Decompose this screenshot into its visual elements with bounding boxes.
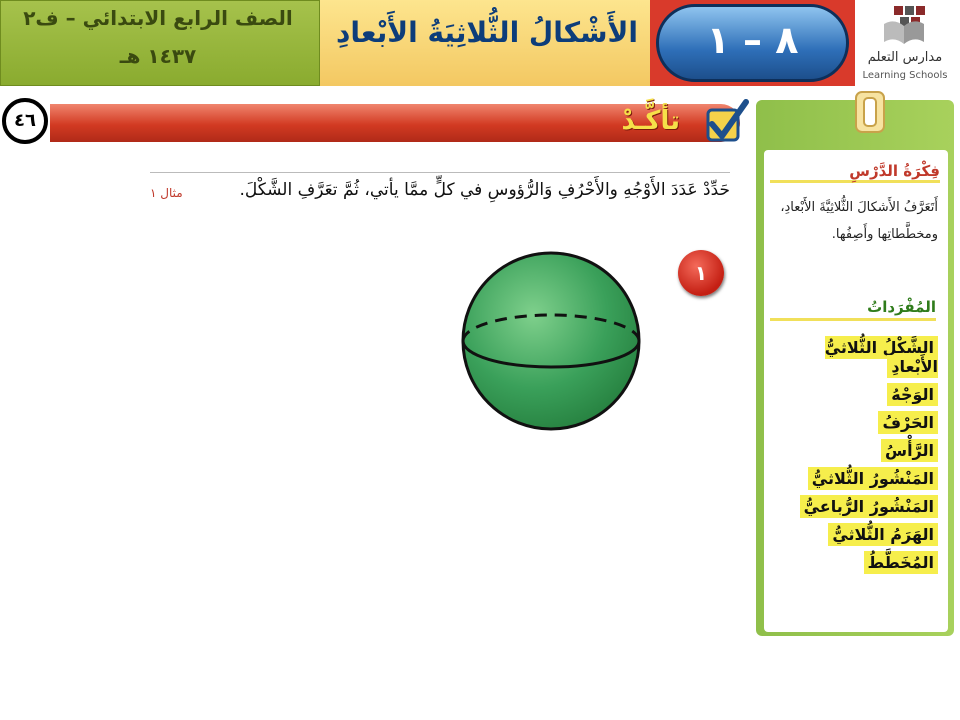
logo-english-text: Learning Schools (862, 70, 948, 81)
question-number-badge: ١ (678, 250, 724, 296)
section-title: تأكَّـدْ (621, 106, 680, 136)
lesson-idea-text: أَتَعَرَّفُ الأَشكالَ الثُّلاثِيَّةَ الأَبْعادِ، ومخطَّطاتِها وأَصِفُها. (780, 200, 938, 242)
check-icon (700, 96, 750, 146)
vocab-item: الحَرْفُ (770, 413, 938, 432)
lesson-title: الأَشْكالُ الثُّلاثِيَةُ الأَبْعادِ (336, 16, 638, 49)
question-divider (150, 172, 730, 173)
vocab-item: المَنْشُورُ الثُّلاثيُّ (770, 469, 938, 488)
vocab-item: المُخَطَّطُ (770, 553, 938, 572)
logo-arabic-text: مدارس التعلم (867, 50, 943, 65)
year-label: ١٤٣٧ هـ (119, 44, 197, 68)
binder-clip-icon (850, 90, 890, 134)
vocab-item: الوَجْهُ (770, 385, 938, 404)
vocabulary-title: المُفْرَداتُ (770, 298, 936, 321)
vocab-item: المَنْشُورُ الرُّباعيُّ (770, 497, 938, 516)
vocabulary-list (770, 338, 938, 581)
example-reference: مثال ١ (150, 186, 183, 200)
logo-icon (880, 4, 934, 48)
lesson-idea-title: فِكْرَةُ الدَّرْسِ (770, 162, 940, 183)
lesson-number: ٨ – ١ (706, 18, 799, 62)
page-number: ٤٦ (2, 98, 48, 144)
sphere-figure (458, 248, 644, 434)
question-text: حَدِّدْ عَدَدَ الأَوْجُهِ والأَحْرُفِ وَالرُّؤوسِ في كلٍّ ممَّا يأتي، ثُمَّ تعَرَّفِ الشَّكْلَ. (239, 180, 730, 200)
grade-label: الصف الرابع الابتدائي – ف٢ (23, 6, 293, 30)
vocab-item: الشَّكْلُ الثُّلاثيُّ الأَبْعادِ (824, 338, 938, 376)
vocab-item: الرَّأْسُ (770, 441, 938, 460)
vocab-item: الهَرَمُ الثُّلاثيُّ (770, 525, 938, 544)
